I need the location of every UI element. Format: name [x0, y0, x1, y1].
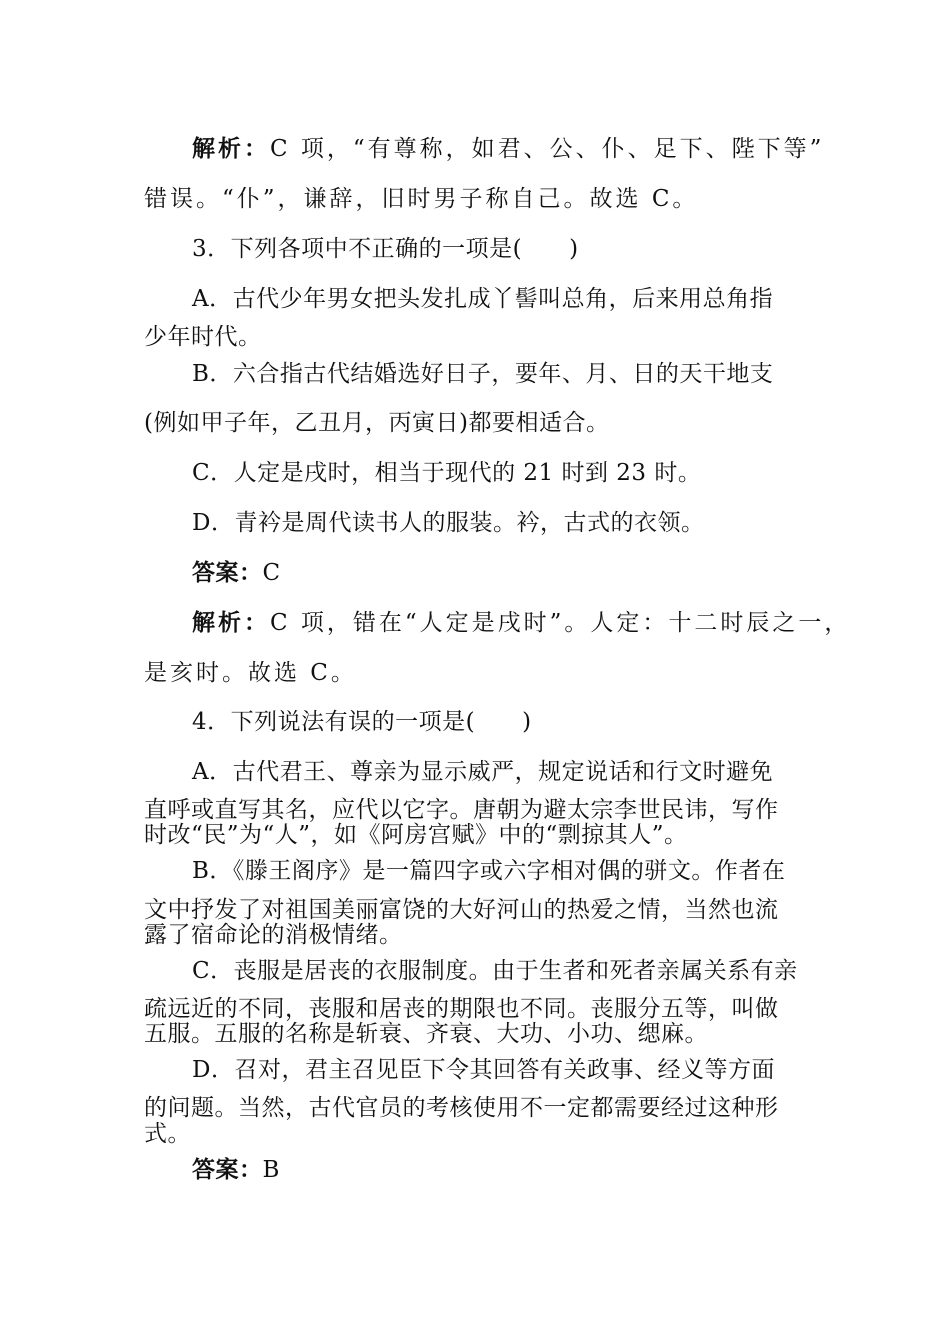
question-4-option-a-continuation: 时改“民”为“人”，如《阿房宫赋》中的“剽掠其人”。	[144, 822, 688, 848]
question-4-option-a-continuation: 直呼或直写其名，应代以它字。唐朝为避太宗李世民讳，写作	[144, 797, 779, 823]
analysis-line	[192, 134, 825, 164]
question-4-option-d-continuation: 式。	[144, 1121, 191, 1147]
answer-value: B	[262, 1157, 280, 1183]
question-4-stem: 4．下列说法有误的一项是( )	[192, 709, 532, 735]
question-4-option-a: A．古代君王、尊亲为显示威严，规定说话和行文时避免	[192, 759, 774, 785]
analysis-line	[192, 608, 851, 638]
question-4-option-d-continuation: 的问题。当然，古代官员的考核使用不一定都需要经过这种形	[144, 1095, 779, 1121]
question-4-option-b: B．《滕王阁序》是一篇四字或六字相对偶的骈文。作者在	[192, 858, 786, 884]
answer-line	[192, 558, 814, 588]
question-4-option-c-continuation: 五服。五服的名称是斩衰、齐衰、大功、小功、缌麻。	[144, 1021, 708, 1047]
question-3-option-d: D．青衿是周代读书人的服装。衿，古式的衣领。	[192, 510, 705, 536]
question-4-option-c: C．丧服是居丧的衣服制度。由于生者和死者亲属关系有亲	[192, 958, 798, 984]
question-3-option-b: B．六合指古代结婚选好日子，要年、月、日的天干地支	[192, 361, 774, 387]
question-3-option-a: A．古代少年男女把头发扎成丫髻叫总角，后来用总角指	[192, 286, 774, 312]
question-3-stem: 3．下列各项中不正确的一项是( )	[192, 236, 579, 262]
question-3-option-c: C．人定是戌时，相当于现代的 21 时到 23 时。	[192, 460, 702, 486]
answer-label: 答案：	[192, 559, 263, 586]
analysis-continuation: 是亥时。故选 C。	[144, 660, 357, 686]
analysis-text: C 项，错在“人定是戌时”。人定：十二时辰之一，	[270, 610, 851, 636]
question-3-option-b-continuation: (例如甲子年，乙丑月，丙寅日)都要相适合。	[144, 410, 610, 436]
answer-label: 答案：	[192, 1156, 263, 1183]
question-4-option-b-continuation: 文中抒发了对祖国美丽富饶的大好河山的热爱之情，当然也流	[144, 897, 779, 923]
question-3-option-a-continuation: 少年时代。	[144, 324, 262, 350]
analysis-label: 解析：	[192, 135, 270, 162]
question-4-option-c-continuation: 疏远近的不同，丧服和居丧的期限也不同。丧服分五等，叫做	[144, 996, 779, 1022]
analysis-continuation: 错误。“仆”，谦辞，旧时男子称自己。故选 C。	[144, 186, 699, 212]
analysis-text: C 项，“有尊称，如君、公、仆、足下、陛下等”	[270, 136, 825, 162]
answer-line	[192, 1155, 814, 1185]
analysis-label: 解析：	[192, 609, 270, 636]
question-4-option-b-continuation: 露了宿命论的消极情绪。	[144, 922, 403, 948]
question-4-option-d: D．召对，君主召见臣下令其回答有关政事、经义等方面	[192, 1057, 775, 1083]
answer-value: C	[262, 560, 281, 586]
